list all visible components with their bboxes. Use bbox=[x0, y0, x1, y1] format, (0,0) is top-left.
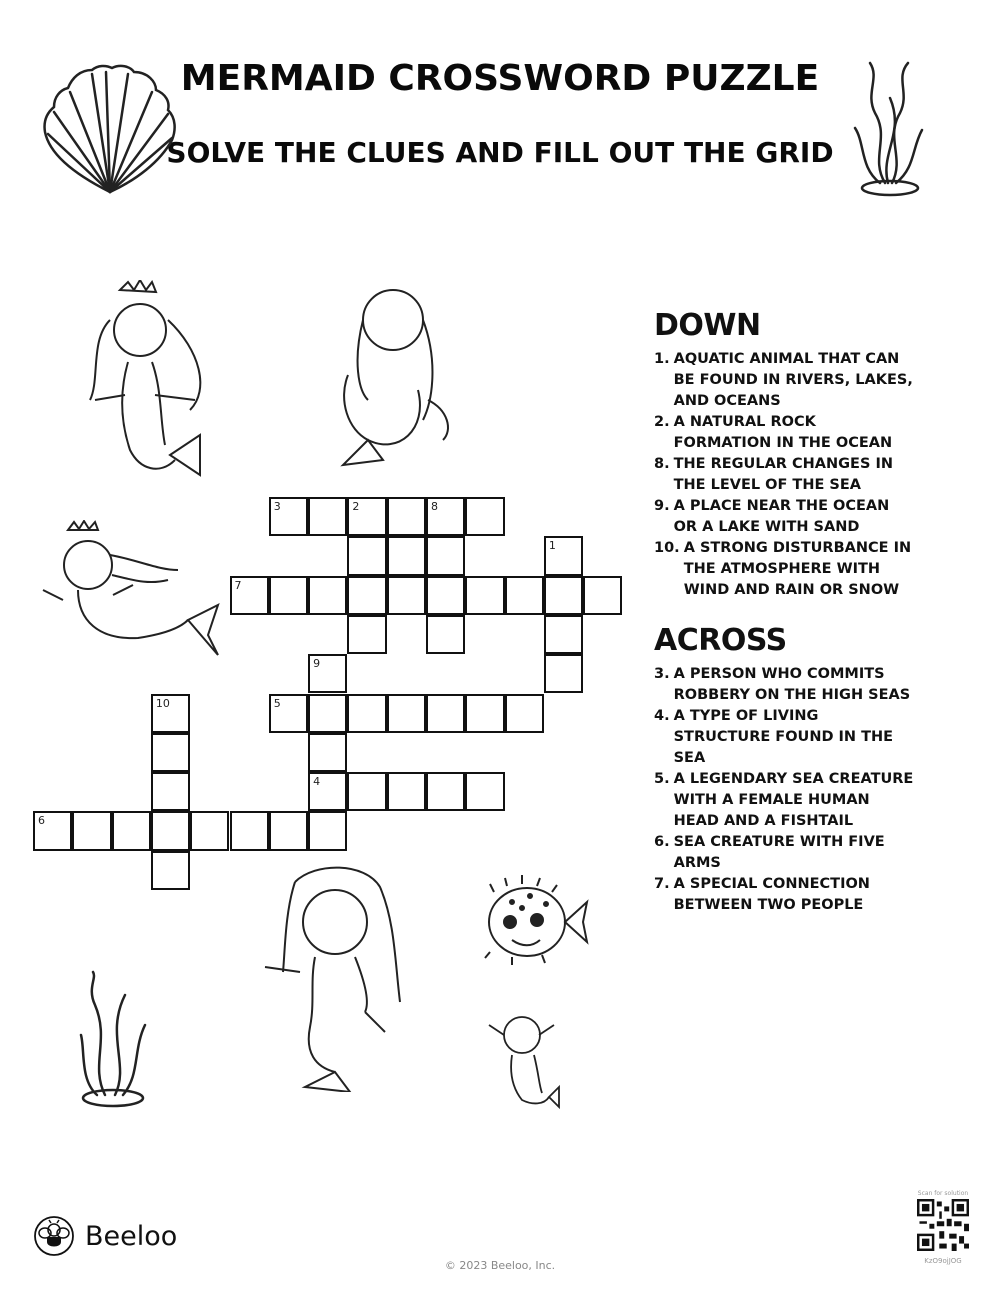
down-clue bbox=[654, 412, 914, 454]
grid-cell[interactable] bbox=[426, 694, 465, 733]
grid-cell[interactable] bbox=[33, 811, 72, 850]
down-heading: DOWN bbox=[654, 308, 761, 343]
down-clue bbox=[654, 538, 914, 601]
clue-number: 8 bbox=[431, 500, 438, 513]
clue-number: 2. bbox=[654, 414, 670, 430]
grid-cell[interactable] bbox=[544, 615, 583, 654]
grid-cell[interactable] bbox=[269, 694, 308, 733]
grid-cell[interactable] bbox=[426, 536, 465, 575]
grid-cell[interactable] bbox=[269, 811, 308, 850]
clue-number: 10. bbox=[654, 540, 680, 556]
grid-cell[interactable] bbox=[544, 576, 583, 615]
grid-cell[interactable] bbox=[426, 772, 465, 811]
clue-number: 8. bbox=[654, 456, 670, 472]
grid-cell[interactable] bbox=[72, 811, 111, 850]
grid-cell[interactable] bbox=[347, 576, 386, 615]
grid-cell[interactable] bbox=[387, 497, 426, 536]
grid-cell[interactable] bbox=[151, 811, 190, 850]
grid-cell[interactable] bbox=[269, 576, 308, 615]
grid-cell[interactable] bbox=[583, 576, 622, 615]
grid-cell[interactable] bbox=[544, 536, 583, 575]
grid-cell[interactable] bbox=[151, 733, 190, 772]
grid-cell[interactable] bbox=[190, 811, 229, 850]
clue-number: 7. bbox=[654, 876, 670, 892]
clue-text: A SPECIAL CONNECTION BETWEEN TWO PEOPLE bbox=[673, 876, 870, 913]
qr-code-icon[interactable] bbox=[917, 1199, 969, 1251]
grid-cell[interactable] bbox=[465, 576, 504, 615]
clue-text: THE REGULAR CHANGES IN THE LEVEL OF THE SEA bbox=[673, 456, 893, 493]
brand-name: Beeloo bbox=[85, 1220, 178, 1252]
clue-number: 6. bbox=[654, 834, 670, 850]
clue-number: 4. bbox=[654, 708, 670, 724]
clue-text: A PLACE NEAR THE OCEAN OR A LAKE WITH SAND bbox=[673, 498, 890, 535]
grid-cell[interactable] bbox=[151, 694, 190, 733]
clue-text: A NATURAL ROCK FORMATION IN THE OCEAN bbox=[673, 414, 893, 451]
clue-number: 1 bbox=[548, 539, 556, 553]
grid-cell[interactable] bbox=[308, 694, 347, 733]
grid-cell[interactable] bbox=[387, 772, 426, 811]
qr-label: Scan for solution bbox=[917, 1190, 969, 1197]
clue-text: A PERSON WHO COMMITS ROBBERY ON THE HIGH SEAS bbox=[673, 666, 911, 703]
down-clue bbox=[654, 349, 914, 412]
grid-cell[interactable] bbox=[426, 615, 465, 654]
page-title: MERMAID CROSSWORD PUZZLE bbox=[180, 58, 820, 99]
grid-cell[interactable] bbox=[269, 497, 308, 536]
clue-number: 3 bbox=[273, 500, 281, 513]
across-clue bbox=[654, 664, 914, 706]
grid-cell[interactable] bbox=[308, 733, 347, 772]
grid-cell[interactable] bbox=[426, 576, 465, 615]
grid-cell[interactable] bbox=[347, 772, 386, 811]
clue-text: A TYPE OF LIVING STRUCTURE FOUND IN THE SEA bbox=[673, 708, 894, 766]
grid-cell[interactable] bbox=[544, 654, 583, 693]
grid-cell[interactable] bbox=[465, 497, 504, 536]
clue-text: A STRONG DISTURBANCE IN THE ATMOSPHERE WITH WIND AND RAIN OR SNOW bbox=[683, 540, 912, 598]
grid-cell[interactable] bbox=[465, 772, 504, 811]
grid-cell[interactable] bbox=[387, 536, 426, 575]
clue-number: 1. bbox=[654, 351, 670, 367]
grid-cell[interactable] bbox=[230, 811, 269, 850]
grid-cell[interactable] bbox=[308, 497, 347, 536]
grid-cell[interactable] bbox=[308, 772, 347, 811]
grid-cell[interactable] bbox=[230, 576, 269, 615]
grid-cell[interactable] bbox=[505, 694, 544, 733]
grid-cell[interactable] bbox=[308, 811, 347, 850]
qr-block[interactable] bbox=[912, 1190, 974, 1265]
grid-cell[interactable] bbox=[387, 576, 426, 615]
clues-panel bbox=[654, 308, 914, 916]
clue-number: 2 bbox=[352, 500, 360, 513]
across-clue bbox=[654, 874, 914, 916]
grid-cell[interactable] bbox=[426, 497, 465, 536]
clue-number: 5 bbox=[273, 696, 281, 710]
across-clue bbox=[654, 706, 914, 769]
down-clue bbox=[654, 454, 914, 496]
clue-text: A LEGENDARY SEA CREATURE WITH A FEMALE HUMAN HEAD AND A FISHTAIL bbox=[673, 771, 914, 829]
down-clue-list bbox=[654, 349, 914, 601]
grid-cell[interactable] bbox=[387, 694, 426, 733]
grid-cell[interactable] bbox=[465, 694, 504, 733]
across-clue bbox=[654, 769, 914, 832]
grid-cell[interactable] bbox=[112, 811, 151, 850]
grid-cell[interactable] bbox=[151, 772, 190, 811]
clue-number: 4 bbox=[313, 775, 321, 789]
grid-cell[interactable] bbox=[347, 615, 386, 654]
clue-text: AQUATIC ANIMAL THAT CAN BE FOUND IN RIVERS, LAKES, AND OCEANS bbox=[673, 351, 913, 409]
brand-logo bbox=[33, 1215, 177, 1257]
clue-number: 9. bbox=[654, 498, 670, 514]
across-heading: ACROSS bbox=[654, 623, 787, 658]
copyright: © 2023 Beeloo, Inc. bbox=[444, 1259, 556, 1272]
clue-number: 5. bbox=[654, 771, 670, 787]
clue-number: 3. bbox=[654, 666, 670, 682]
qr-code-text: KzO9ojJOG bbox=[924, 1257, 962, 1265]
grid-cell[interactable] bbox=[505, 576, 544, 615]
clue-text: SEA CREATURE WITH FIVE ARMS bbox=[673, 834, 885, 871]
clue-number: 7 bbox=[234, 578, 242, 592]
clue-number: 9 bbox=[313, 657, 321, 671]
clue-number: 6 bbox=[38, 814, 45, 828]
grid-cell[interactable] bbox=[347, 536, 386, 575]
bee-icon bbox=[33, 1215, 75, 1257]
page-subtitle: SOLVE THE CLUES AND FILL OUT THE GRID bbox=[166, 136, 834, 169]
grid-cell[interactable] bbox=[308, 654, 347, 693]
grid-cell[interactable] bbox=[308, 576, 347, 615]
clue-number: 10 bbox=[155, 696, 170, 710]
grid-cell[interactable] bbox=[347, 497, 386, 536]
down-clue bbox=[654, 496, 914, 538]
grid-cell[interactable] bbox=[347, 694, 386, 733]
across-clue-list bbox=[654, 664, 914, 916]
across-clue bbox=[654, 832, 914, 874]
grid-cell[interactable] bbox=[151, 851, 190, 890]
